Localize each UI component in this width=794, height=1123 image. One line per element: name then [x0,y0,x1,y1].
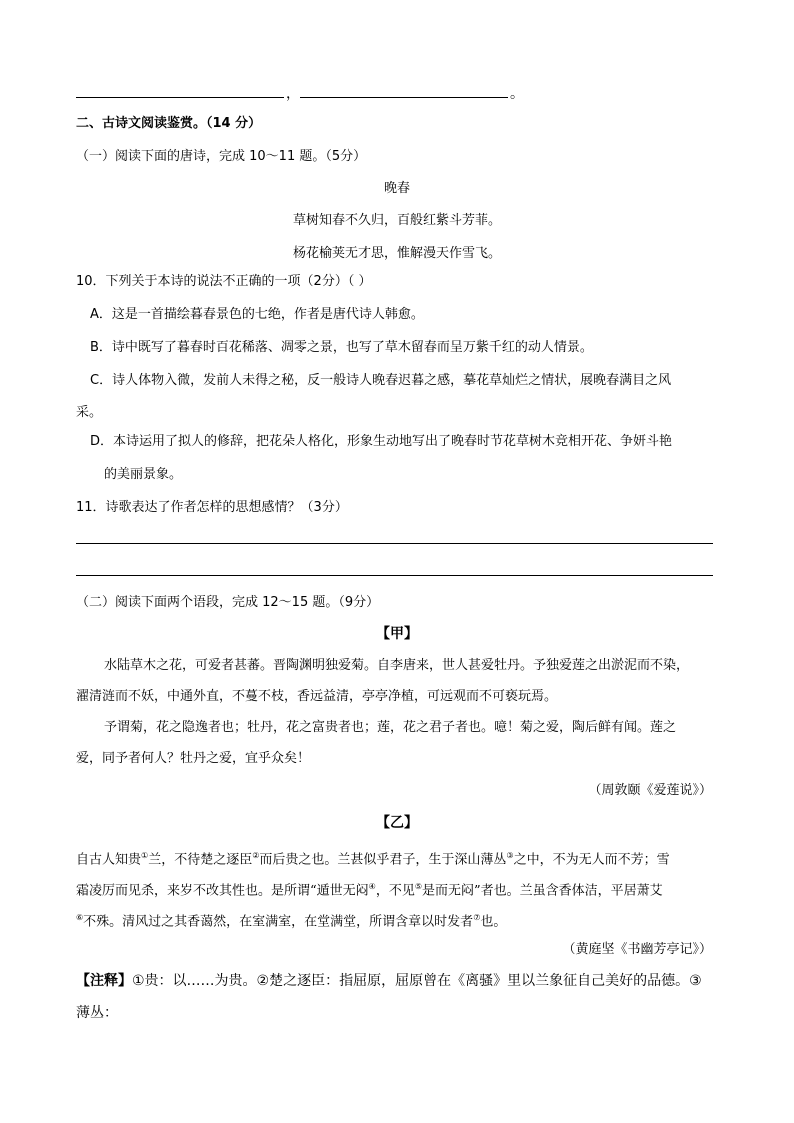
notes-line2: 薄丛： [76,1005,118,1021]
passage-yi-line1 [76,847,670,868]
answer-blank-1[interactable] [76,97,284,98]
question-11-answer-line-1[interactable] [76,543,713,544]
passage-yi-label: 【乙】 [376,815,418,831]
note-marker: ② [252,851,260,860]
yi-text: 而后贵之也。兰甚似乎君子，生于深山薄丛 [259,852,507,868]
passage-jia-p2-line2: 爱，同予者何人？牡丹之爱，宜乎众矣！ [76,751,311,766]
question-10-option-d-line2: 的美丽景象。 [104,467,183,482]
question-10-option-d-line1: D．本诗运用了拟人的修辞，把花朵人格化，形象生动地写出了晚春时节花草树木竞相开花、争妍斗艳 [90,434,673,449]
passage-jia-p2-line1: 予谓菊，花之隐逸者也；牡丹，花之富贵者也；莲，花之君子者也。噫！菊之爱，陶后鲜有闻。莲之 [104,720,677,735]
question-10-option-c-line2: 采。 [76,405,103,420]
question-10-option-b: B．诗中既写了暮春时百花稀落、凋零之景，也写了草木留春而呈万紫千红的动人情景。 [90,340,593,355]
note-marker: ⑥ [76,913,84,922]
section-heading: 二、古诗文阅读鉴赏。（14 分） [76,116,262,131]
poem-line-2: 杨花榆荚无才思，惟解漫天作雪飞。 [292,246,501,261]
passage-jia-p1-line2: 濯清涟而不妖，中通外直，不蔓不枝，香远益清，亭亭净植，可远观而不可亵玩焉。 [76,689,558,704]
notes-line1 [76,972,702,990]
question-10-stem: 10．下列关于本诗的说法不正确的一项（2分）（ ） [76,274,372,289]
note-marker: ⑦ [473,913,481,922]
yi-text: 也。 [480,914,507,930]
passage-jia-source: （周敦颐《爱莲说》） [588,783,712,798]
passage-yi-line3 [76,909,506,930]
yi-text: 兰，不待楚之逐臣 [148,852,253,868]
passage-yi-source: （黄庭坚《书幽芳亭记》） [562,942,712,957]
question-10-option-a: A．这是一首描绘暮春景色的七绝，作者是唐代诗人韩愈。 [90,307,424,322]
question-11-stem: 11．诗歌表达了作者怎样的思想感情？（3分） [76,500,348,515]
part1-intro: （一）阅读下面的唐诗，完成 10～11 题。（5分） [76,149,367,164]
passage-jia-label: 【甲】 [376,626,418,642]
yi-text: 不殊。清风过之其香蔼然，在室满室，在堂满堂，所谓含章以时发者 [83,914,474,930]
notes-text: ①贵：以……为贵。②楚之逐臣：指屈原，屈原曾在《离骚》里以兰象征自己美好的品德。③ [132,973,702,989]
passage-yi-line2 [76,878,663,899]
blank-separator: ， [286,86,300,102]
note-marker: ③ [506,851,514,860]
yi-text: ，不见 [375,883,415,899]
note-marker: ① [141,851,149,860]
answer-blank-2[interactable] [300,97,508,98]
blank-end-mark: 。 [510,86,524,102]
poem-title: 晚春 [383,181,410,196]
question-10-option-c-line1: C．诗人体物入微，发前人未得之秘，反一般诗人晚春迟暮之感，摹花草灿烂之情状，展晚春满目之风 [90,373,672,388]
question-11-answer-line-2[interactable] [76,575,713,576]
yi-text: 自古人知贵 [76,852,142,868]
yi-text: 之中，不为无人而不芳；雪 [513,852,670,868]
yi-text: 霜凌厉而见杀，来岁不改其性也。是所谓“遁世无闷 [76,883,369,899]
passage-jia-p1-line1: 水陆草木之花，可爱者甚蕃。晋陶渊明独爱菊。自李唐来，世人甚爱牡丹。予独爱莲之出淤泥而不染， [104,658,690,673]
note-marker: ⑤ [414,882,423,891]
note-marker: ④ [368,882,376,891]
yi-text: 是而无闷”者也。兰虽含香体洁，平居萧艾 [422,883,663,899]
notes-label: 【注释】 [76,973,132,989]
poem-line-1: 草树知春不久归，百般红紫斗芳菲。 [292,213,501,228]
part2-intro: （二）阅读下面两个语段，完成 12～15 题。（9分） [76,595,380,610]
